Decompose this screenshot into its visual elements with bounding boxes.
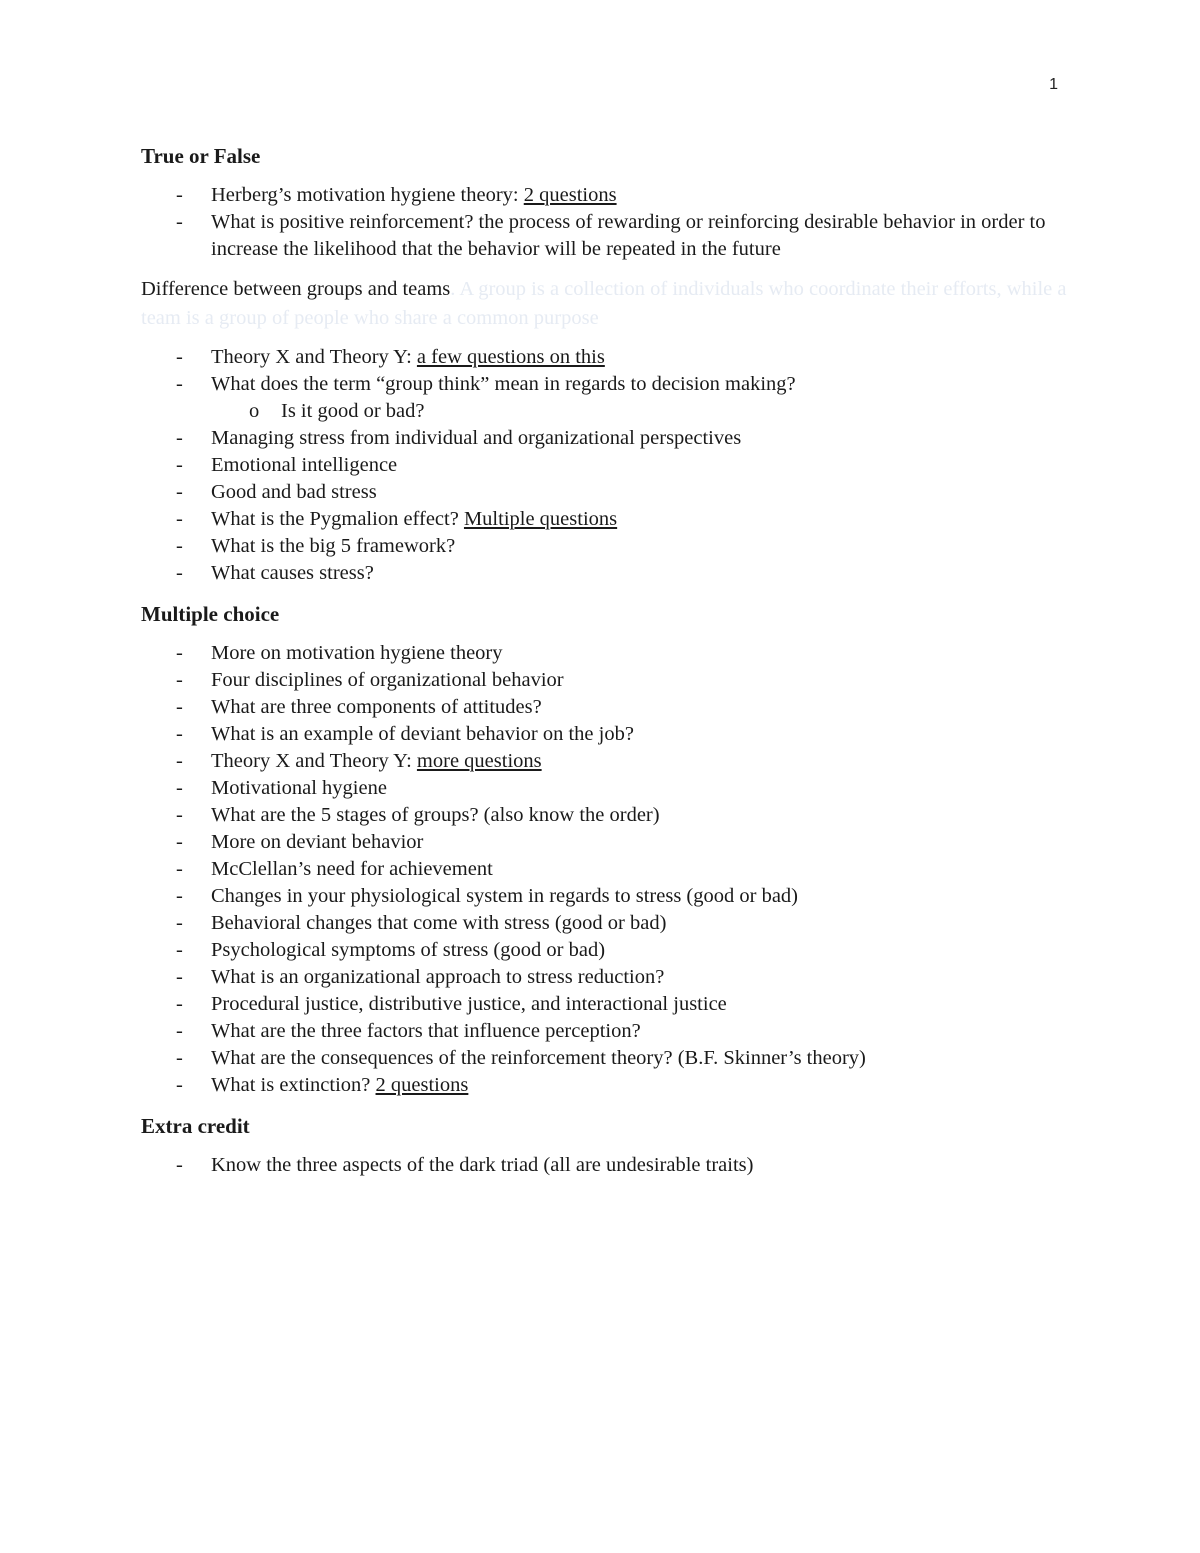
list-item: - What is the Pygmalion effect? Multiple questions bbox=[141, 506, 1071, 533]
list-item: - Theory X and Theory Y: more questions bbox=[141, 748, 1071, 775]
section-heading-extra-credit: Extra credit bbox=[141, 1114, 250, 1138]
list-item: - What is an organizational approach to stress reduction? bbox=[141, 964, 1071, 991]
sub-list-item: o Is it good or bad? bbox=[211, 398, 1071, 425]
list-item: - What is the big 5 framework? bbox=[141, 533, 1071, 560]
list-item: - Theory X and Theory Y: a few questions on this bbox=[141, 344, 1071, 371]
list-item: - What are three components of attitudes? bbox=[141, 694, 1071, 721]
list-item: - Behavioral changes that come with stress (good or bad) bbox=[141, 910, 1071, 937]
hidden-answer-text: . A group is a collection of individuals who coordinate their efforts, while a team is a group of people who share a common purpose bbox=[141, 278, 1067, 329]
list-item: - Procedural justice, distributive justice, and interactional justice bbox=[141, 991, 1071, 1018]
multiple-choice-list bbox=[141, 640, 1071, 1099]
list-item: - What are the three factors that influence perception? bbox=[141, 1018, 1071, 1045]
list-item: - What causes stress? bbox=[141, 560, 1071, 587]
list-item: - Four disciplines of organizational behavior bbox=[141, 667, 1071, 694]
list-item: - Psychological symptoms of stress (good or bad) bbox=[141, 937, 1071, 964]
list-item: - What are the 5 stages of groups? (also know the order) bbox=[141, 802, 1071, 829]
list-item: - More on motivation hygiene theory bbox=[141, 640, 1071, 667]
item-note: more questions bbox=[416, 750, 542, 772]
extra-credit-list bbox=[141, 1152, 1071, 1179]
sub-list bbox=[211, 398, 1071, 425]
list-item: - What is an example of deviant behavior on the job? bbox=[141, 721, 1071, 748]
list-item: - Know the three aspects of the dark triad (all are undesirable traits) bbox=[141, 1152, 1071, 1179]
list-item: - What does the term “group think” mean in regards to decision making? o Is it good or bad? bbox=[141, 371, 1071, 425]
true-false-list-continued bbox=[141, 344, 1071, 587]
document-body bbox=[141, 141, 1071, 1179]
item-note: 2 questions bbox=[375, 1074, 469, 1096]
section-heading-true-or-false: True or False bbox=[141, 144, 261, 168]
list-item: - Managing stress from individual and organizational perspectives bbox=[141, 425, 1071, 452]
list-item: - Good and bad stress bbox=[141, 479, 1071, 506]
list-item: - Motivational hygiene bbox=[141, 775, 1071, 802]
item-note: Multiple questions bbox=[463, 508, 618, 530]
true-false-list bbox=[141, 182, 1071, 263]
groups-teams-paragraph: Difference between groups and teams. A group is a collection of individuals who coordinate their efforts, while a team is a group of people who share a common purpose bbox=[141, 278, 1067, 329]
item-note: a few questions on this bbox=[416, 346, 605, 368]
list-item: - What is positive reinforcement? the process of rewarding or reinforcing desirable behavior in order to increase the likelihood that the behavior will be repeated in the future bbox=[141, 209, 1071, 263]
list-item: - McClellan’s need for achievement bbox=[141, 856, 1071, 883]
page-number: 1 bbox=[1049, 76, 1058, 93]
list-item: - Changes in your physiological system in regards to stress (good or bad) bbox=[141, 883, 1071, 910]
list-item: - Emotional intelligence bbox=[141, 452, 1071, 479]
list-item: - What are the consequences of the reinforcement theory? (B.F. Skinner’s theory) bbox=[141, 1045, 1071, 1072]
list-item: - Herberg’s motivation hygiene theory: 2 questions bbox=[141, 182, 1071, 209]
section-heading-multiple-choice: Multiple choice bbox=[141, 602, 280, 626]
item-note: 2 questions bbox=[523, 184, 617, 206]
list-item: - More on deviant behavior bbox=[141, 829, 1071, 856]
list-item: - What is extinction? 2 questions bbox=[141, 1072, 1071, 1099]
